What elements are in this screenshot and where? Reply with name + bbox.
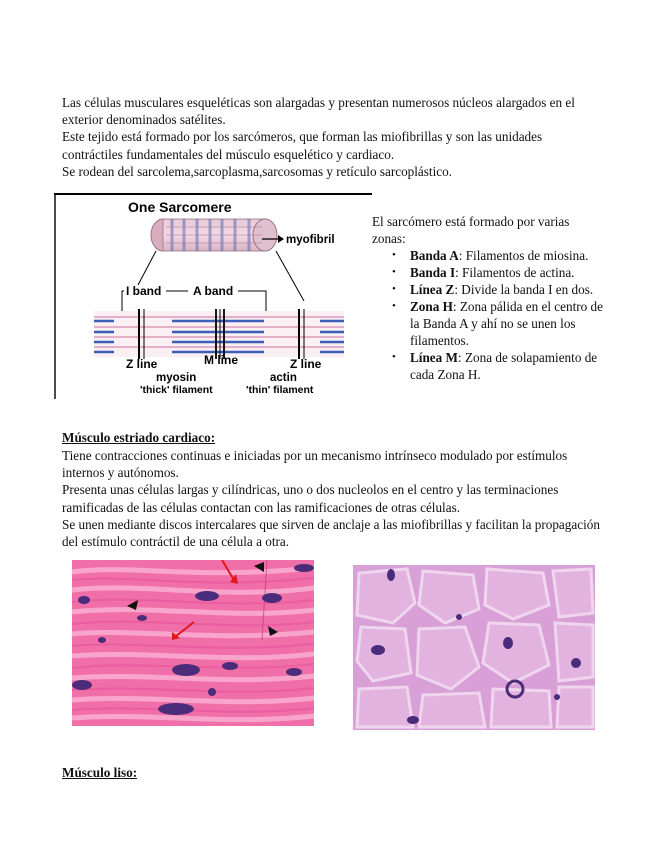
- zone-desc: : Filamentos de actina.: [455, 265, 575, 280]
- sarcomere-zones: [372, 213, 604, 383]
- myofibril-illustration: [151, 219, 284, 251]
- zone-desc: : Filamentos de miosina.: [458, 248, 589, 263]
- myosin-label: myosin: [156, 372, 197, 384]
- zone-term: Banda I: [410, 265, 456, 280]
- m-line-label: M line: [204, 353, 239, 367]
- thin-filament-label: 'thin' filament: [246, 384, 314, 396]
- smooth-muscle-heading: Músculo liso:: [62, 765, 138, 780]
- cardiac-paragraph-1: Tiene contracciones continuas e iniciadas por un mecanismo intrínseco modulado por estímulos internos y autónomos.: [62, 448, 568, 481]
- bullet-icon: •: [392, 249, 396, 261]
- thick-filament-label: 'thick' filament: [140, 384, 213, 396]
- intro-paragraphs: [62, 94, 602, 180]
- myofibril-label: myofibril: [286, 234, 335, 246]
- bullet-icon: •: [392, 351, 396, 363]
- intro-paragraph-3: Se rodean del sarcolema,sarcoplasma,sarcosomas y retículo sarcoplástico.: [62, 163, 452, 179]
- list-item: [372, 281, 604, 298]
- bullet-icon: •: [392, 266, 396, 278]
- zone-term: Línea Z: [410, 282, 455, 297]
- cardiac-transverse-micrograph: [353, 565, 595, 730]
- sarcomere-filaments: [94, 309, 344, 359]
- z-line-left-label: Z line: [126, 357, 158, 371]
- bullet-icon: •: [392, 283, 396, 295]
- cardiac-longitudinal-micrograph: [72, 560, 314, 726]
- actin-label: actin: [270, 372, 297, 384]
- sarcomere-diagram: [54, 193, 372, 399]
- zone-term: Línea M: [410, 350, 458, 365]
- z-line-right-label: Z line: [290, 357, 322, 371]
- list-item: [372, 298, 604, 349]
- zone-desc: : Divide la banda I en dos.: [454, 282, 594, 297]
- i-band-label: I band: [126, 284, 162, 298]
- zones-intro: El sarcómero está formado por varias zonas:: [372, 214, 570, 246]
- bullet-icon: •: [392, 300, 396, 312]
- a-band-label: A band: [193, 284, 234, 298]
- intro-paragraph-1: Las células musculares esqueléticas son alargadas y presentan numerosos núcleos alargados en el exterior denominados satélites.: [62, 95, 575, 128]
- list-item: [372, 247, 604, 264]
- zone-term: Banda A: [410, 248, 459, 263]
- cardiac-heading: Músculo estriado cardiaco:: [62, 430, 216, 445]
- list-item: [372, 349, 604, 383]
- zone-term: Zona H: [410, 299, 453, 314]
- cardiac-paragraph-2: Presenta unas células largas y cilíndricas, uno o dos nucleolos en el centro y las terminaciones ramificadas de las células contactan con las ramificaciones de otras células.: [62, 482, 559, 515]
- intro-paragraph-2: Este tejido está formado por los sarcómeros, que forman las miofibrillas y son las unidades contráctiles fundamentales del músculo esquelético y cardiaco.: [62, 129, 543, 162]
- zones-list: [372, 247, 604, 383]
- diagram-title: One Sarcomere: [128, 199, 232, 215]
- cardiac-paragraph-3: Se unen mediante discos intercalares que sirven de anclaje a las miofibrillas y facilitan la propagación del estímulo contráctil de una célula a otra.: [62, 516, 600, 550]
- zone-desc: : Zona pálida en el centro de la Banda A y ahí no se unen los filamentos.: [410, 299, 603, 348]
- list-item: [372, 264, 604, 281]
- cardiac-paragraphs: [62, 447, 602, 550]
- zone-desc: : Zona de solapamiento de cada Zona H.: [410, 350, 598, 382]
